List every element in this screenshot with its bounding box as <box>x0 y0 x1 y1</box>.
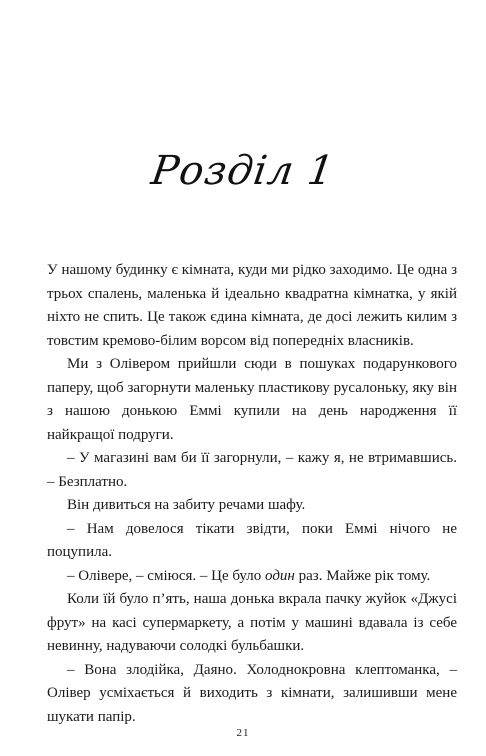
body-text <box>47 259 457 729</box>
paragraph: Ми з Олівером прийшли сюди в пошуках подарункового паперу, щоб загорнути маленьку пластикову русалоньку, яку він з нашою донькою Еммі купили на день народження її найкращої подруги. <box>47 356 457 443</box>
paragraph-text: раз. Майже рік тому. <box>294 567 431 584</box>
paragraph: У нашому будинку є кімната, куди ми рідко заходимо. Це одна з трьох спалень, маленька й ідеально квадратна кімнатка, у якій ніхто не спить. Це також єдина кімната, де досі лежить килим з товстим кремово-білим ворсом від попередніх власників. <box>47 262 457 349</box>
paragraph: – У магазині вам би її загорнули, – кажу я, не втримавшись. – Безплатно. <box>47 450 457 490</box>
emphasis-text: один <box>265 567 295 584</box>
paragraph <box>47 565 457 589</box>
paragraph: – Нам довелося тікати звідти, поки Еммі нічого не поцупила. <box>47 520 457 560</box>
paragraph: Він дивиться на забиту речами шафу. <box>67 497 306 513</box>
paragraph: – Вона злодійка, Даяно. Холоднокровна клептоманка, – Олівер усміхається й виходить з кімнати, залишивши мене шукати папір. <box>47 661 457 725</box>
paragraph-text: – Олівере, – сміюся. – Це було <box>67 567 262 584</box>
paragraph: Коли їй було п’ять, наша донька вкрала пачку жуйок «Джусі фрут» на касі супермаркету, а потім у машині вдавала із себе невинну, надуваючи солодкі бульбашки. <box>47 591 457 654</box>
chapter-title: Розділ 1 <box>148 148 338 194</box>
page-number: 21 <box>236 727 250 739</box>
